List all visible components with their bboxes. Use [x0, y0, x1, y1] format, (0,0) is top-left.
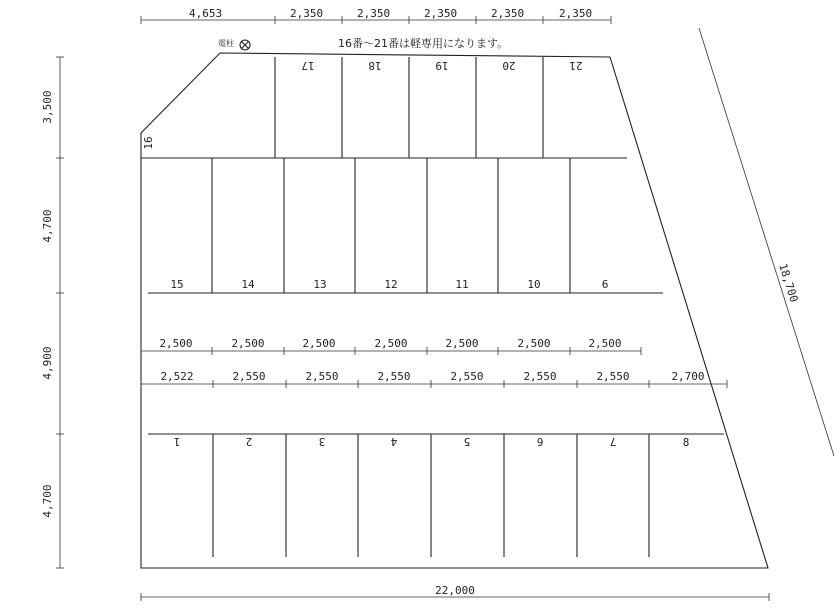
dim-top: 2,350 [424, 7, 458, 20]
left-dimensions [41, 90, 54, 517]
space-number: 8 [682, 436, 690, 449]
row-lines [141, 158, 724, 434]
space-number: 14 [241, 278, 255, 291]
dim-top: 4,653 [189, 7, 223, 20]
aisle-lower-dimensions [160, 370, 704, 383]
space-number: 4 [390, 435, 398, 448]
dim-aisle-lower: 2,522 [160, 370, 194, 383]
dim-total-width: 22,000 [435, 584, 475, 597]
dim-aisle-upper: 2,500 [374, 337, 408, 350]
spaces-top-row [142, 59, 583, 150]
dim-aisle-upper: 2,500 [445, 337, 479, 350]
spaces-middle-row [170, 277, 608, 291]
space-number: 19 [435, 59, 449, 72]
dim-aisle-upper: 2,500 [231, 337, 265, 350]
aisle-upper-dimensions [159, 337, 621, 350]
space-number: 21 [569, 59, 583, 72]
space-number: 18 [368, 59, 382, 72]
space-number: 1 [173, 435, 181, 448]
dim-aisle-lower: 2,550 [232, 370, 266, 383]
dim-top: 2,350 [290, 7, 324, 20]
stall-dividers [212, 57, 649, 557]
dim-left: 4,700 [41, 484, 54, 518]
top-dimensions [189, 7, 592, 20]
space-number: 15 [170, 278, 184, 291]
dim-top: 2,350 [357, 7, 391, 20]
lot-boundary [141, 53, 768, 568]
utility-pole-icon [240, 40, 250, 50]
dim-aisle-lower: 2,550 [450, 370, 484, 383]
dim-left: 3,500 [41, 90, 54, 124]
space-number: 3 [318, 435, 326, 448]
dim-aisle-upper: 2,500 [302, 337, 336, 350]
dim-aisle-lower: 2,550 [305, 370, 339, 383]
dim-top: 2,350 [559, 7, 593, 20]
dim-left: 4,700 [41, 209, 54, 243]
space-number: 6 [536, 435, 544, 448]
dim-aisle-lower: 2,700 [671, 370, 705, 383]
space-number: 7 [609, 435, 617, 448]
kei-car-note: 16番～21番は軽専用になります。 [338, 37, 509, 50]
dim-aisle-upper: 2,500 [588, 337, 622, 350]
space-number: 17 [301, 59, 315, 72]
space-number: 5 [463, 435, 471, 448]
dim-aisle-lower: 2,550 [596, 370, 630, 383]
dim-aisle-upper: 2,500 [159, 337, 193, 350]
space-number: 12 [384, 278, 398, 291]
dim-aisle-upper: 2,500 [517, 337, 551, 350]
space-number: 13 [313, 278, 327, 291]
dimension-lines [56, 16, 834, 601]
dim-aisle-lower: 2,550 [377, 370, 411, 383]
dim-top: 2,350 [491, 7, 525, 20]
dim-diagonal: 18,700 [776, 262, 801, 304]
space-number: 11 [455, 278, 469, 291]
space-number: 9 [601, 277, 609, 290]
space-number: 16 [142, 136, 155, 150]
utility-pole-label: 電柱 [218, 39, 234, 48]
space-number: 2 [245, 435, 253, 448]
dim-aisle-lower: 2,550 [523, 370, 557, 383]
space-number: 20 [502, 59, 516, 72]
dim-left: 4,900 [41, 346, 54, 380]
space-number: 10 [527, 278, 541, 291]
